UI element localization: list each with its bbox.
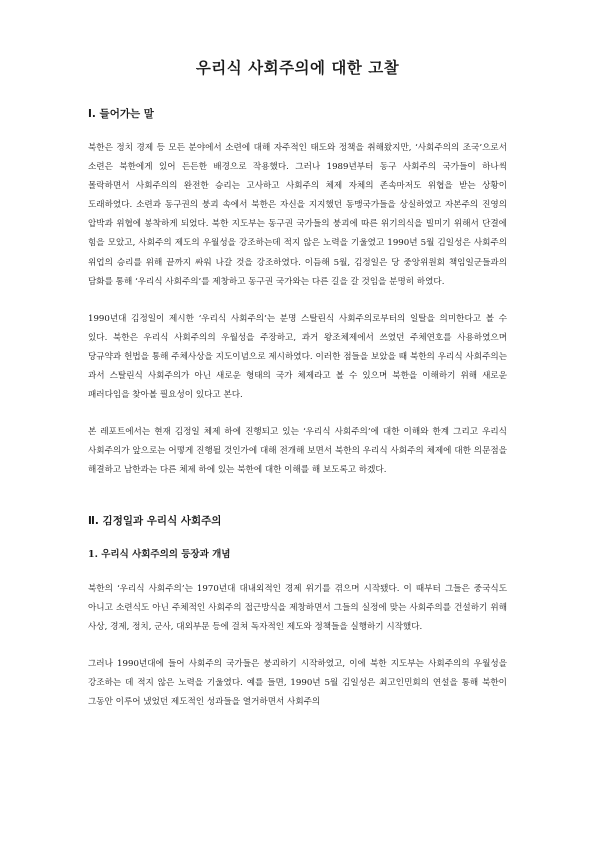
paragraph: 본 레포트에서는 현재 김정일 체제 하에 진행되고 있는 ‘우리식 사회주의’에 대한 이해와 한계 그리고 우리식 사회주의가 앞으로는 어떻게 진행될 것인가에 대해 전개해 보면서 북한의 우리식 사회주의 체제에 대한 의문점을 해결하고 남한과는 다른 체제 하에 있는 북한에 대한 이해를 해 보도록고 하겠다.	[88, 427, 507, 476]
section-spacer	[88, 499, 507, 513]
paragraph: 1990년대 김정일이 제시한 ‘우리식 사회주의’는 분명 스탈린식 사회주의로부터의 일탈을 의미한다고 볼 수 있다. 북한은 우리식 사회주의의 우월성을 주장하고, 과거 왕조체제에서 쓰였던 주체연호를 사용하였으며 당규약과 헌법을 통해 주체사상을 지도이념으로 제시하였다. 이러한 점들을 보았을 때 북한의 우리식 사회주의는 과서 스탈린식 사회주의가 아닌 새로운 형태의 국가 체제라고 볼 수 있으며 북한을 이해하기 위해 새로운 패러다임을 찾아볼 필요성이 있다고 본다.	[88, 313, 507, 401]
section-heading-kim-jong-il: Ⅱ. 김정일과 우리식 사회주의	[88, 514, 222, 527]
subsection-heading: 1. 우리식 사회주의의 등장과 개념	[88, 548, 231, 560]
section-heading-introduction: Ⅰ. 들어가는 말	[88, 108, 154, 120]
document-title: 우리식 사회주의에 대한 고찰	[195, 59, 400, 77]
section-kim-jong-il	[88, 513, 507, 713]
paragraph: 북한은 정치 경제 등 모든 분야에서 소련에 대해 자주적인 태도와 정책을 취해왔지만, ‘사회주의의 조국’으로서 소련은 북한에게 있어 든든한 배경으로 작용했다. 그러나 1989년부터 동구 사회주의 국가들이 하나씩 몰락하면서 사회주의의 완전한 승리는 고사하고 사회주의 체제 자체의 존속마저도 위협을 받는 상황이 도래하였다. 소련과 동구권의 붕괴 속에서 북한은 자신을 지지했던 동맹국가들을 상실하였고 자본주의 진영의 압박과 위협에 봉착하게 되었다. 북한 지도부는 동구권 국가들의 붕괴에 따른 위기의식을 빌미기 위해서 단결에 힘을 모았고, 사회주의 제도의 우월성을 강조하는데 적지 않은 노력을 기울였고 1990년 5월 김일성은 사회주의 위업의 승리를 위해 끝까지 싸워 나갈 것을 강조하였다. 이듬해 5월, 김정일은 당 중앙위원회 책임일군들과의 담화를 통해 ‘우리식 사회주의’를 제창하고 동구권 국가와는 다른 길을 갈 것임을 분명히 하였다.	[88, 143, 507, 287]
paragraph: 그러나 1990년대에 들어 사회주의 국가들은 붕괴하기 시작하였고, 이에 북한 지도부는 사회주의의 우월성을 강조하는 데 적지 않은 노력을 기울였다. 예를 들면, 1990년 5월 김일성은 최고인민회의 연설을 통해 북한이 그동안 이루어 냈었던 제도적인 성과들을 열거하면서 사회주의	[88, 658, 507, 707]
paragraph: 북한의 ‘우리식 사회주의’는 1970년대 대내외적인 경제 위기를 겪으며 시작됐다. 이 때부터 그들은 중국식도 아니고 소련식도 아닌 주체적인 사회주의 접근방식을 제창하면서 그들의 실정에 맞는 사회주의를 건설하기 위해 사상, 경제, 정치, 군사, 대외부문 등에 걸쳐 독자적인 제도와 정책들을 실행하기 시작했다.	[88, 583, 507, 632]
section-introduction	[88, 106, 507, 481]
